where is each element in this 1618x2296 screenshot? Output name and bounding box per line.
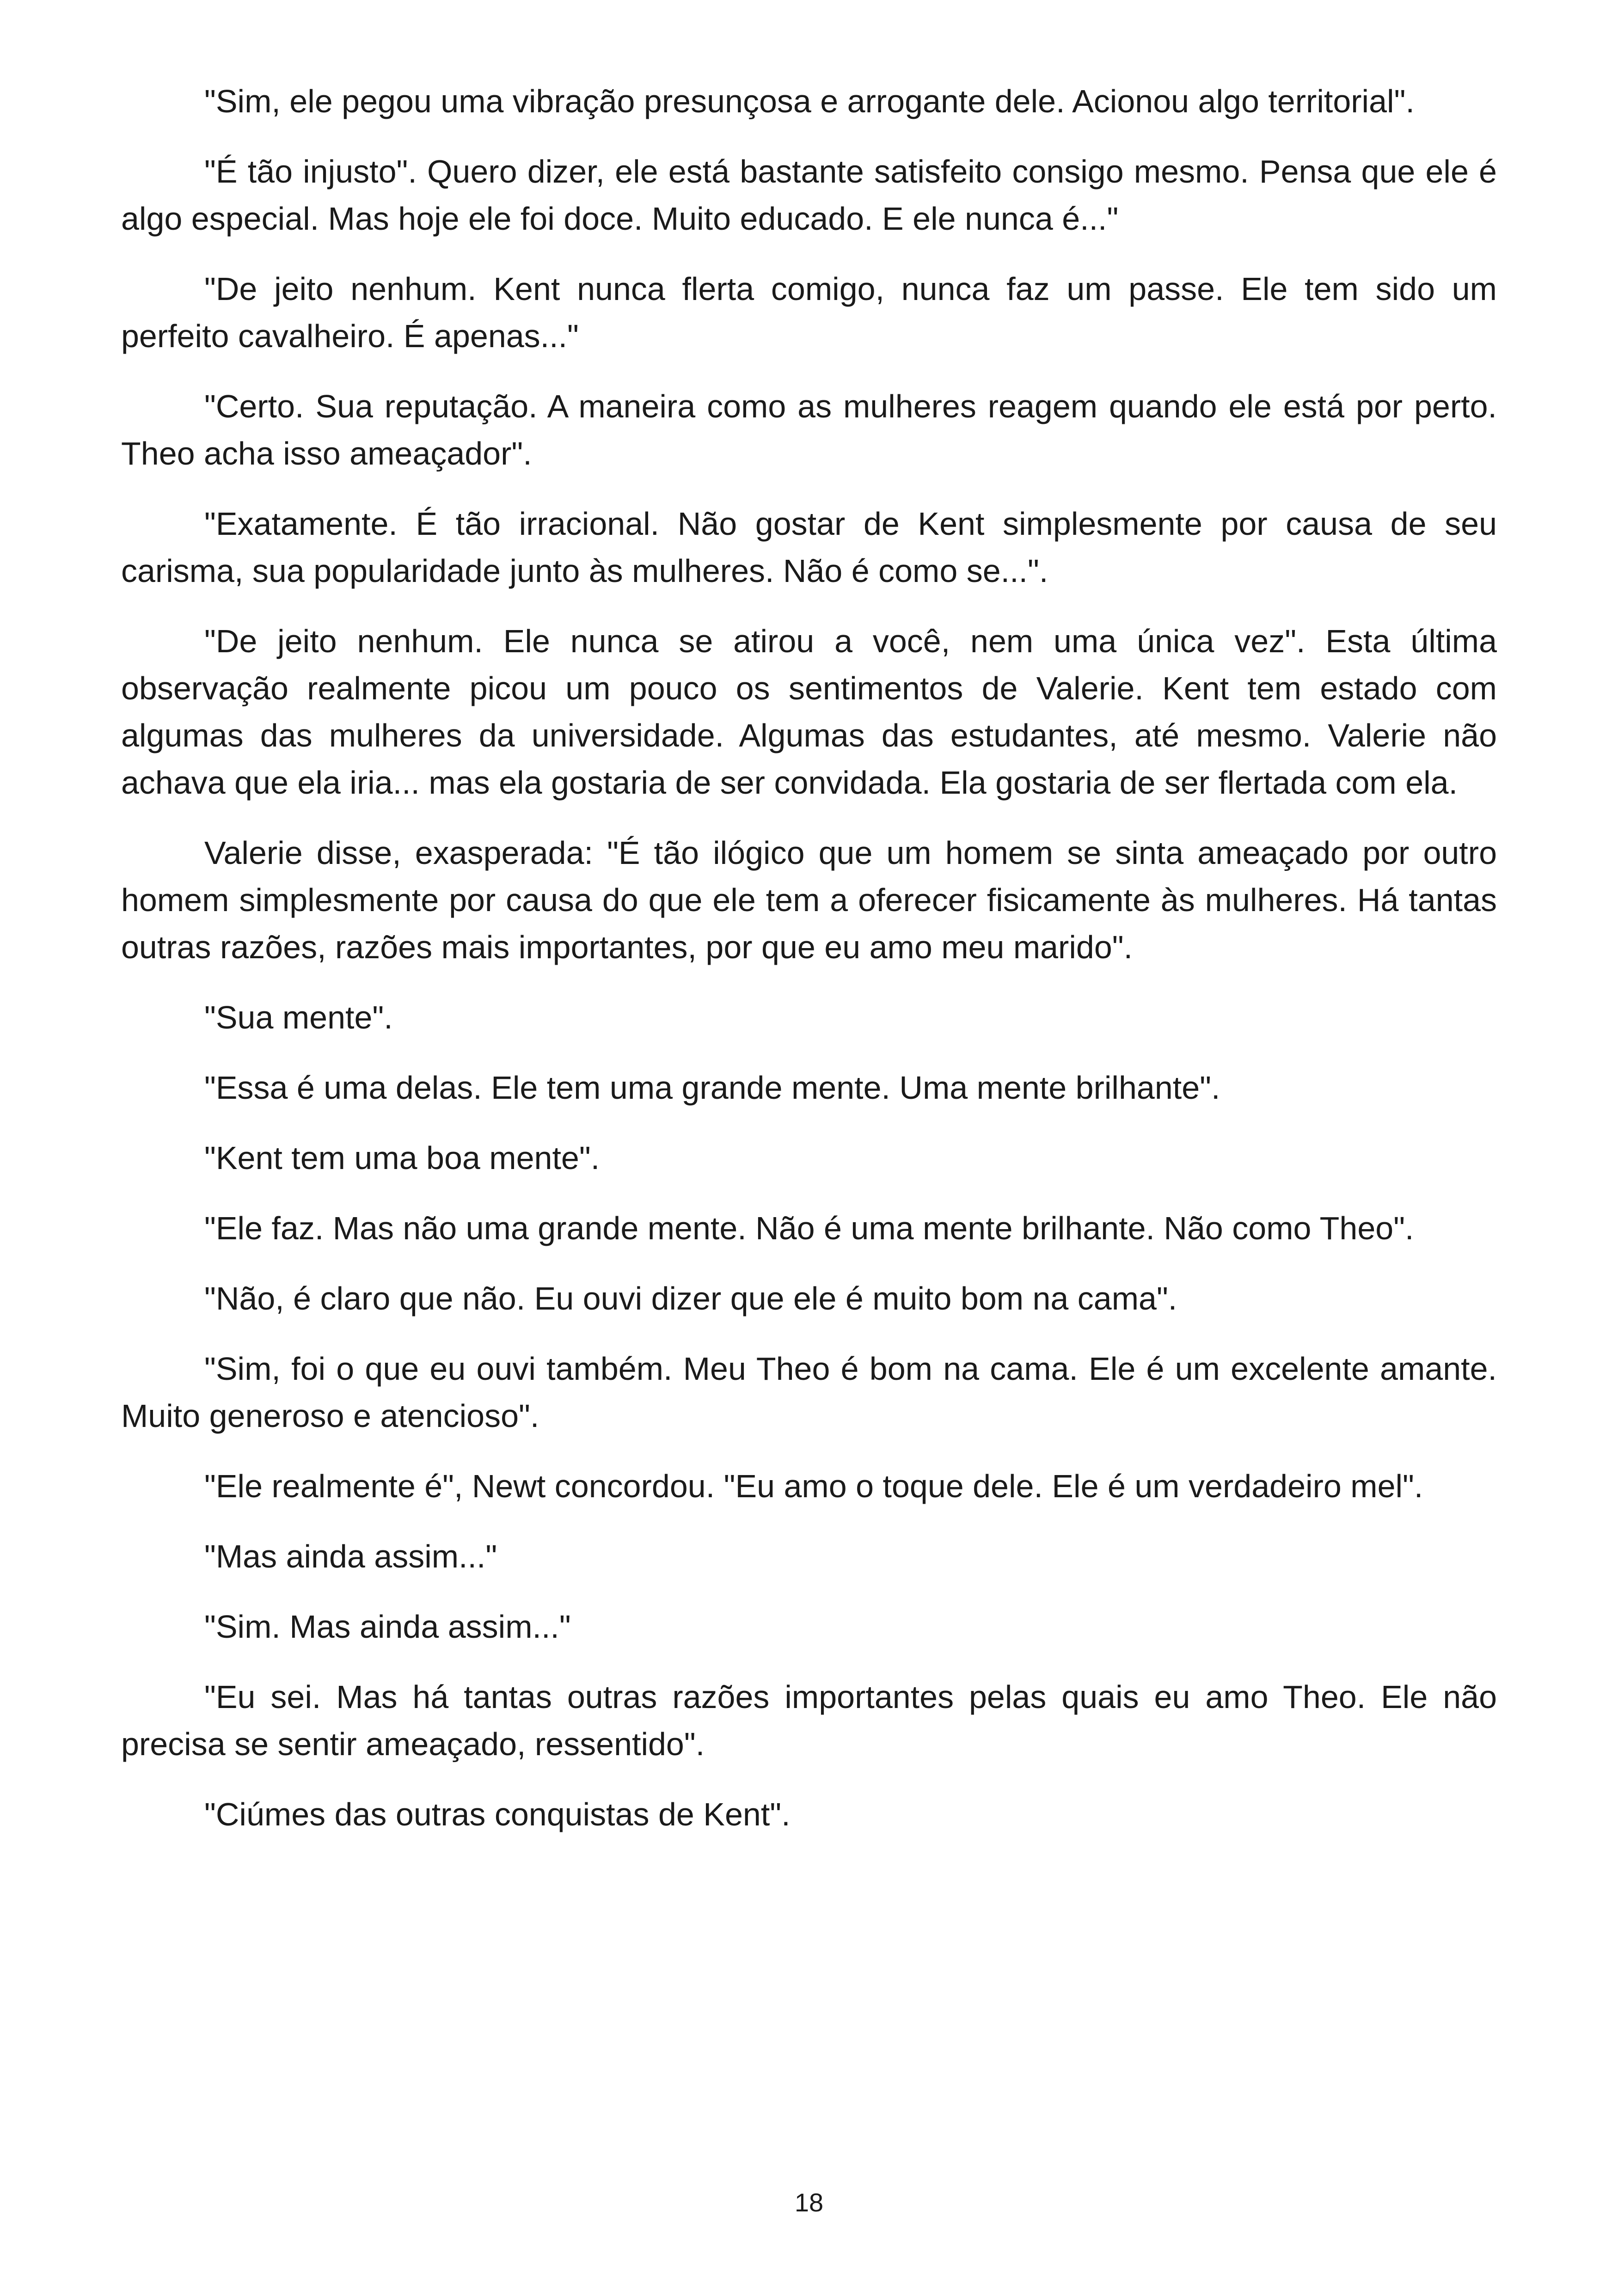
paragraph: "Eu sei. Mas há tantas outras razões importantes pelas quais eu amo Theo. Ele não precisa se sentir ameaçado, ressentido". <box>121 1679 1497 1762</box>
paragraph: "De jeito nenhum. Kent nunca flerta comigo, nunca faz um passe. Ele tem sido um perfeito cavalheiro. É apenas..." <box>121 271 1497 354</box>
paragraph: Valerie disse, exasperada: "É tão ilógico que um homem se sinta ameaçado por outro homem simplesmente por causa do que ele tem a oferecer fisicamente às mulheres. Há tantas outras razões, razões mais importantes, por que eu amo meu marido". <box>121 835 1497 965</box>
paragraph: "Exatamente. É tão irracional. Não gostar de Kent simplesmente por causa de seu carisma, sua popularidade junto às mulheres. Não é como se...". <box>121 506 1497 589</box>
paragraph: "É tão injusto". Quero dizer, ele está bastante satisfeito consigo mesmo. Pensa que ele é algo especial. Mas hoje ele foi doce. Muito educado. E ele nunca é..." <box>121 153 1497 237</box>
paragraph: "Não, é claro que não. Eu ouvi dizer que ele é muito bom na cama". <box>204 1280 1177 1316</box>
paragraph: "De jeito nenhum. Ele nunca se atirou a você, nem uma única vez". Esta última observação realmente picou um pouco os sentimentos de Valerie. Kent tem estado com algumas das mulheres da universidade. Algumas das estudantes, até mesmo. Valerie não achava que ela iria... mas ela gostaria de ser convidada. Ela gostaria de ser flertada com ela. <box>121 623 1497 801</box>
paragraph: "Sua mente". <box>204 999 393 1035</box>
paragraph: "Mas ainda assim..." <box>204 1538 497 1574</box>
paragraph: "Ele faz. Mas não uma grande mente. Não é uma mente brilhante. Não como Theo". <box>204 1210 1414 1246</box>
paragraph: "Ciúmes das outras conquistas de Kent". <box>204 1796 791 1832</box>
paragraph: "Kent tem uma boa mente". <box>204 1140 600 1176</box>
paragraph: "Certo. Sua reputação. A maneira como as mulheres reagem quando ele está por perto. Theo acha isso ameaçador". <box>121 388 1497 471</box>
paragraph: "Sim, ele pegou uma vibração presunçosa e arrogante dele. Acionou algo territorial". <box>204 83 1415 119</box>
paragraph: "Essa é uma delas. Ele tem uma grande mente. Uma mente brilhante". <box>204 1070 1220 1106</box>
text-body <box>121 78 1497 1861</box>
paragraph: "Sim. Mas ainda assim..." <box>204 1609 571 1645</box>
paragraph: "Ele realmente é", Newt concordou. "Eu amo o toque dele. Ele é um verdadeiro mel". <box>204 1468 1423 1504</box>
paragraph: "Sim, foi o que eu ouvi também. Meu Theo é bom na cama. Ele é um excelente amante. Muito generoso e atencioso". <box>121 1351 1497 1434</box>
page-number: 18 <box>794 2188 824 2217</box>
